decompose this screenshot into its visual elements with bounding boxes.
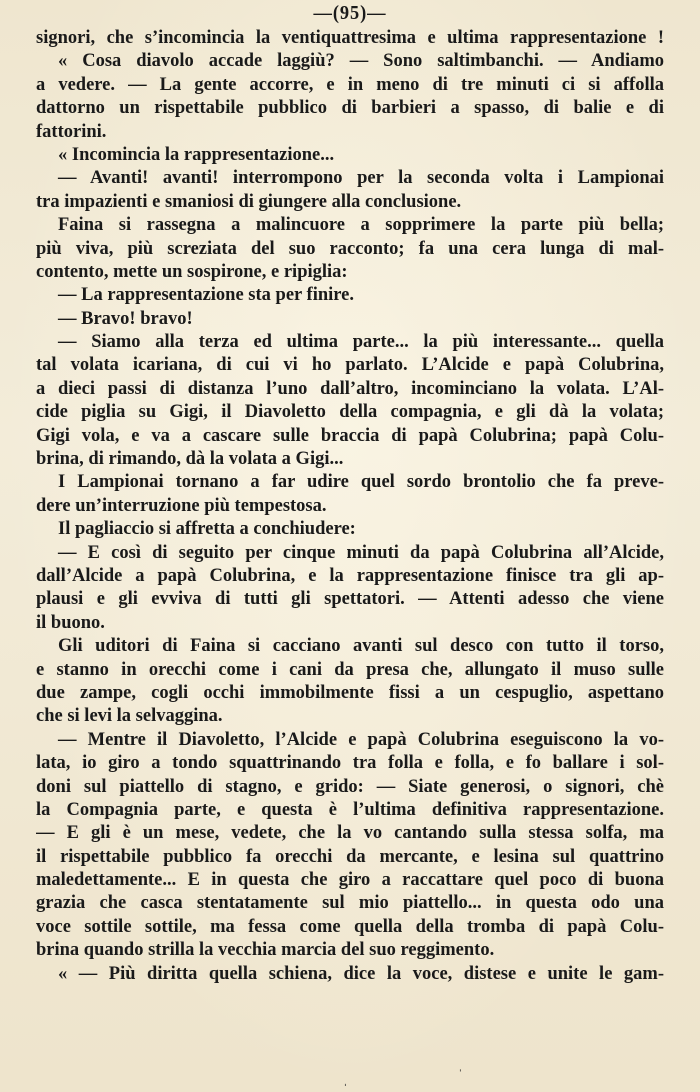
text-line: grazia che casca stentatamente sul mio piattello... in questa odo una	[36, 893, 664, 914]
text-line: tal volata icariana, di cui vi ho parlato. L’Alcide e papà Colubrina,	[36, 355, 664, 376]
text-line: il rispettabile pubblico fa orecchi da mercante, e lesina sul quattrino	[36, 846, 664, 867]
text-line: dattorno un rispettabile pubblico di barbieri a spasso, di balie e di	[36, 98, 664, 119]
text-line: più viva, più screziata del suo racconto; fa una cera lunga di mal-	[36, 238, 664, 259]
text-line: plausi e gli evviva di tutti gli spettatori. — Attenti adesso che viene	[36, 589, 664, 610]
text-line: contento, mette un sospirone, e ripiglia:	[36, 261, 348, 282]
scan-speck: ˌ	[343, 1072, 348, 1087]
text-line: a vedere. — La gente accorre, e in meno di tre minuti ci si affolla	[36, 74, 664, 95]
text-line: a dieci passi di distanza l’uno dall’altro, incominciano la volata. L’Al-	[36, 378, 664, 399]
page-number: —(95)—	[313, 2, 387, 24]
page-text	[36, 27, 664, 986]
text-line: tra impazienti e smaniosi di giungere alla conclusione.	[36, 191, 462, 212]
text-line: — Mentre il Diavoletto, l’Alcide e papà Colubrina eseguiscono la vo-	[58, 729, 664, 750]
text-line: « Incomincia la rappresentazione...	[58, 144, 335, 165]
text-line: il buono.	[36, 612, 105, 633]
text-line: brina, di rimando, dà la volata a Gigi...	[36, 449, 344, 470]
text-line: doni sul piattello di stagno, e grido: — Siate generosi, o signori, chè	[36, 776, 664, 797]
text-line: I Lampionai tornano a far udire quel sordo brontolio che fa preve-	[58, 472, 664, 493]
text-line: e stanno in orecchi come i cani da presa che, allungato il muso sulle	[36, 659, 664, 680]
text-line: maledettamente... E in questa che giro a raccattare quel poco di buona	[36, 870, 664, 891]
text-line: — Avanti! avanti! interrompono per la seconda volta i Lampionai	[58, 168, 664, 189]
text-line: lata, io giro a tondo squattrinando tra folla e folla, e fo ballare i sol-	[36, 753, 664, 774]
text-line: — Bravo! bravo!	[58, 308, 193, 329]
text-line: la Compagnia parte, e questa è l’ultima definitiva rappresentazione.	[36, 799, 664, 820]
text-line: cide piglia su Gigi, il Diavoletto della compagnia, e gli dà la volata;	[36, 402, 664, 423]
text-line: Gigi vola, e va a cascare sulle braccia di papà Colubrina; papà Colu-	[36, 425, 664, 446]
text-line: — La rappresentazione sta per finire.	[58, 285, 354, 306]
text-line: Faina si rassegna a malincuore a sopprimere la parte più bella;	[58, 215, 664, 236]
text-line: — Siamo alla terza ed ultima parte... la più interessante... quella	[58, 332, 664, 353]
text-line: che si levi la selvaggina.	[36, 706, 223, 727]
text-line: Il pagliaccio si affretta a conchiudere:	[58, 519, 356, 540]
text-line: voce sottile sottile, ma fessa come quella della tromba di papà Colu-	[36, 916, 664, 937]
text-line: dall’Alcide a papà Colubrina, e la rappresentazione finisce tra gli ap-	[36, 565, 664, 586]
text-line: — E gli è un mese, vedete, che la vo cantando sulla stessa solfa, ma	[36, 823, 664, 844]
text-line: brina quando strilla la vecchia marcia del suo reggimento.	[36, 940, 495, 961]
text-line: Gli uditori di Faina si cacciano avanti sul desco con tutto il torso,	[58, 636, 664, 657]
text-line: fattorini.	[36, 121, 107, 142]
text-line: « — Più diritta quella schiena, dice la voce, distese e unite le gam-	[58, 963, 664, 984]
text-line: signori, che s’incomincia la ventiquattresima e ultima rappresentazione !	[36, 28, 664, 48]
text-line: — E così di seguito per cinque minuti da papà Colubrina all’Alcide,	[58, 542, 664, 563]
text-line: « Cosa diavolo accade laggiù? — Sono saltimbanchi. — Andiamo	[58, 51, 664, 72]
text-line: dere un’interruzione più tempestosa.	[36, 495, 327, 516]
text-line: due zampe, cogli occhi immobilmente fissi a un cespuglio, aspettano	[36, 682, 664, 703]
scan-speck: ˈ	[458, 1068, 463, 1083]
